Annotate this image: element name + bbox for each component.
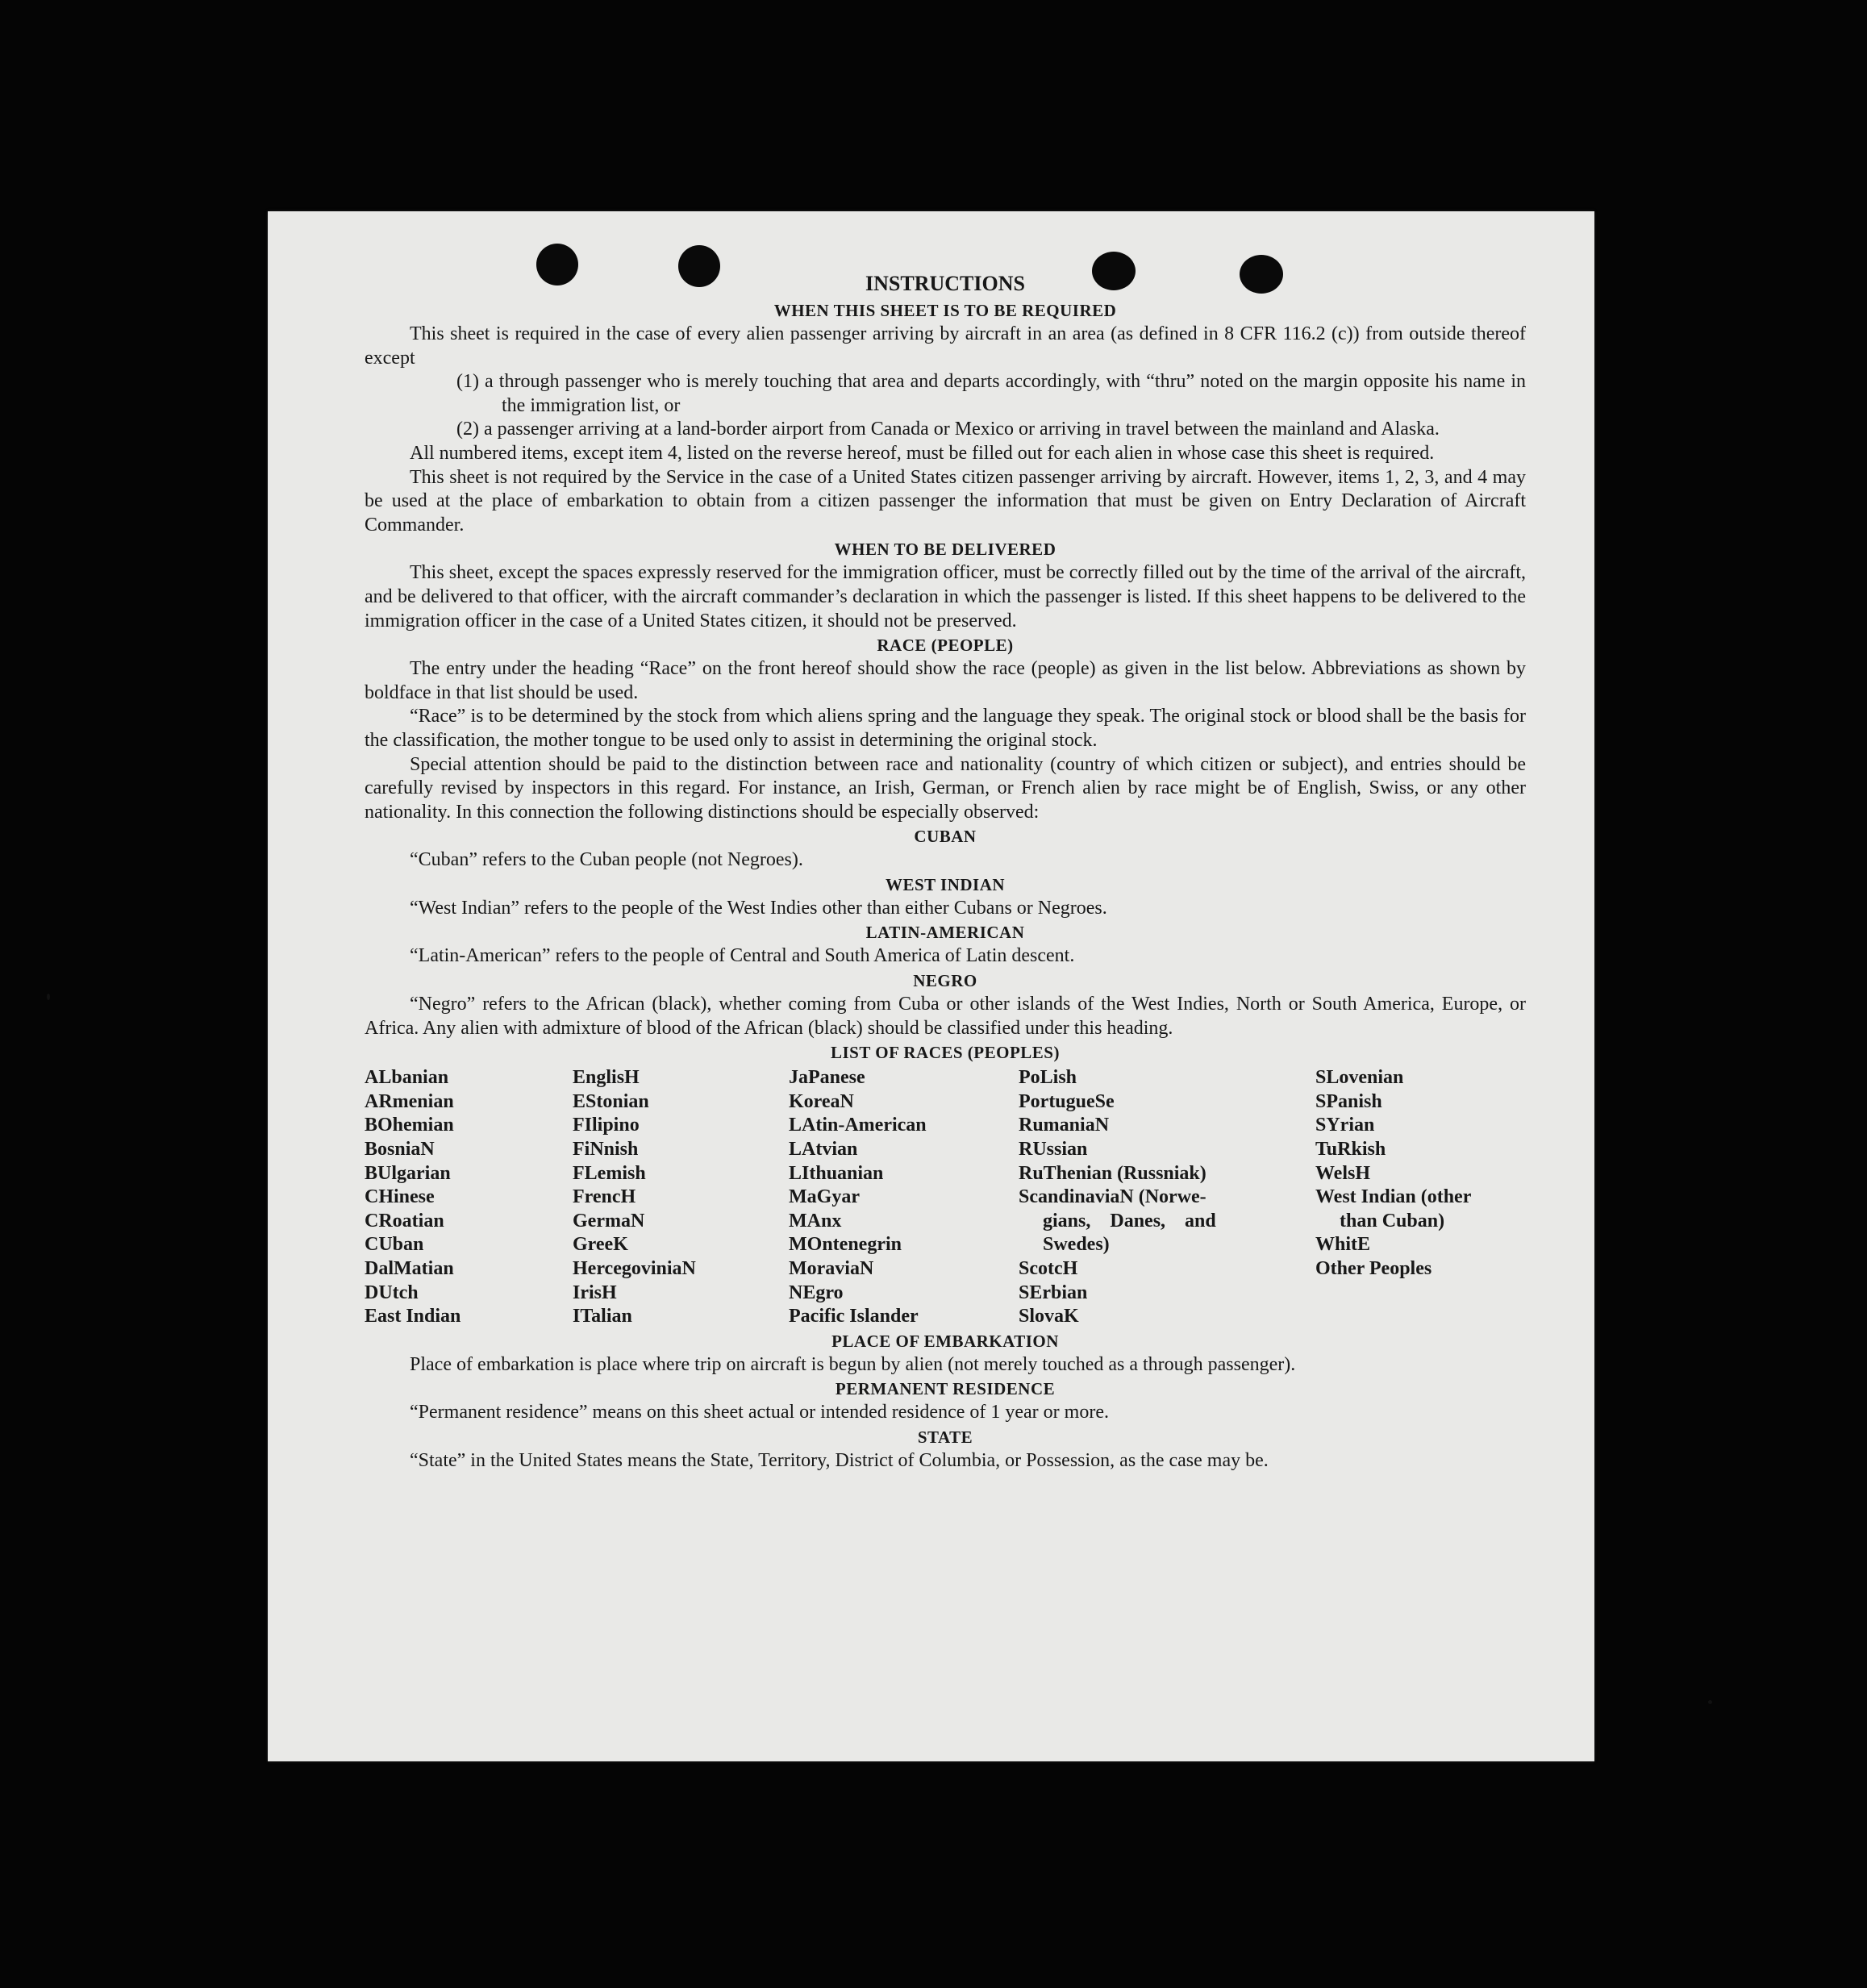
race-item: CHinese [365, 1186, 435, 1208]
section-heading-residence: PERMANENT RESIDENCE [835, 1379, 1056, 1399]
race-item: DUtch [365, 1282, 419, 1303]
section-heading-west-indian: WEST INDIAN [885, 874, 1006, 894]
race-item: BUlgarian [365, 1162, 451, 1184]
race-item: KoreaN [789, 1090, 854, 1112]
race-item: East Indian [365, 1306, 461, 1327]
races-list [365, 1066, 1526, 1329]
race-item: LAtin-American [789, 1115, 927, 1136]
race-item: SPanish [1315, 1090, 1382, 1112]
race-item: FIlipino [573, 1115, 640, 1136]
race-item: ARmenian [365, 1090, 454, 1112]
race-item: SErbian [1019, 1282, 1088, 1303]
race-item: GreeK [573, 1234, 628, 1256]
race-item-continuation: Swedes) [1043, 1234, 1110, 1256]
section-heading-when-required: WHEN THIS SHEET IS TO BE REQUIRED [773, 301, 1117, 320]
race-item: MAnx [789, 1210, 842, 1232]
races-column [573, 1066, 789, 1329]
race-item: SYrian [1315, 1115, 1375, 1136]
race-item: ScandinaviaN (Norwe- [1019, 1186, 1206, 1208]
race-item: WelsH [1315, 1162, 1371, 1184]
race-item-continuation: gians, Danes, and [1043, 1210, 1216, 1232]
race-item: SlovaK [1019, 1306, 1079, 1327]
paragraph: “Permanent residence” means on this sheet actual or intended residence of 1 year or more. [410, 1402, 1109, 1423]
speck [47, 994, 50, 1000]
races-column [789, 1066, 1019, 1329]
paragraph: “Latin-American” refers to the people of Central and South America of Latin descent. [410, 945, 1075, 967]
section-heading-embarkation: PLACE OF EMBARKATION [831, 1331, 1059, 1351]
section-heading-latin-american: LATIN-AMERICAN [865, 923, 1025, 943]
section-heading-when-delivered: WHEN TO BE DELIVERED [834, 540, 1056, 560]
paragraph: “Negro” refers to the African (black), whether coming from Cuba or other islands of the West Indies, North or South America, Europe, or Africa. Any alien with admixture of blood of the African (black) should be classified under this heading. [365, 994, 1526, 1039]
race-item: PoLish [1019, 1067, 1077, 1089]
race-item: NEgro [789, 1282, 844, 1303]
races-column [365, 1066, 573, 1329]
race-item: RuThenian (Russniak) [1019, 1162, 1206, 1184]
race-item: SLovenian [1315, 1067, 1404, 1089]
speck [1708, 1700, 1712, 1704]
race-item: LIthuanian [789, 1162, 884, 1184]
list-item: (1) a through passenger who is merely touching that area and departs accordingly, with “thru” noted on the margin opposite his name in the immigration list, or [456, 371, 1526, 416]
race-item: MOntenegrin [789, 1234, 902, 1256]
race-item: West Indian (other [1315, 1186, 1472, 1208]
race-item: DalMatian [365, 1258, 454, 1279]
race-item: JaPanese [789, 1067, 865, 1089]
race-item: BosniaN [365, 1139, 435, 1161]
races-column [1019, 1066, 1315, 1329]
race-item: ScotcH [1019, 1258, 1078, 1279]
race-item: ALbanian [365, 1067, 449, 1089]
race-item: EStonian [573, 1090, 649, 1112]
paragraph: This sheet, except the spaces expressly reserved for the immigration officer, must be correctly filled out by the time of the arrival of the aircraft, and be delivered to that officer, with the aircraft commander’s declaration in which the passenger is listed. If this sheet happens to be delivered to the immigration officer in the case of a United States citizen, it should not be preserved. [365, 562, 1526, 631]
race-item: LAtvian [789, 1139, 858, 1161]
paragraph: The entry under the heading “Race” on the front hereof should show the race (people) as given in the list below. Abbreviations as shown by boldface in that list should be used. [365, 658, 1526, 703]
races-column [1315, 1066, 1526, 1329]
race-item: GermaN [573, 1210, 645, 1232]
paragraph: “West Indian” refers to the people of the West Indies other than either Cubans or Negroes. [410, 897, 1107, 919]
race-item: TuRkish [1315, 1139, 1386, 1161]
paragraph: Place of embarkation is place where trip on aircraft is begun by alien (not merely touched as a through passenger). [410, 1353, 1296, 1375]
race-item: CRoatian [365, 1210, 444, 1232]
paragraph: “State” in the United States means the State, Territory, District of Columbia, or Possession, as the case may be. [410, 1449, 1269, 1471]
race-item: RUssian [1019, 1139, 1088, 1161]
document-sheet [268, 211, 1594, 1761]
race-item: FiNnish [573, 1139, 639, 1161]
instructions-content [365, 269, 1526, 1473]
race-item: FrencH [573, 1186, 636, 1208]
race-item: ITalian [573, 1306, 632, 1327]
section-heading-list-of-races: LIST OF RACES (PEOPLES) [831, 1043, 1060, 1063]
section-heading-negro: NEGRO [913, 971, 977, 991]
race-item: Pacific Islander [789, 1306, 919, 1327]
paragraph: Special attention should be paid to the distinction between race and nationality (country of which citizen or subject), and entries should be carefully revised by inspectors in this regard. For instance, an Irish, German, or French alien by race might be of English, Swiss, or any other nationality. In this connection the following distinctions should be especially observed: [365, 753, 1526, 823]
race-item: Other Peoples [1315, 1258, 1432, 1279]
paragraph: All numbered items, except item 4, listed on the reverse hereof, must be filled out for each alien in whose case this sheet is required. [410, 442, 1435, 464]
section-heading-state: STATE [917, 1427, 973, 1447]
race-item-continuation: than Cuban) [1340, 1210, 1445, 1232]
section-heading-cuban: CUBAN [914, 827, 977, 847]
list-item: (2) a passenger arriving at a land-border airport from Canada or Mexico or arriving in travel between the mainland and Alaska. [456, 419, 1440, 440]
race-item: WhitE [1315, 1234, 1371, 1256]
paragraph: “Race” is to be determined by the stock from which aliens spring and the language they speak. The original stock or blood shall be the basis for the classification, the mother tongue to be used only to assist in determining the original stock. [365, 706, 1526, 751]
race-item: CUban [365, 1234, 424, 1256]
race-item: MaGyar [789, 1186, 860, 1208]
race-item: BOhemian [365, 1115, 454, 1136]
race-item: HercegoviniaN [573, 1258, 696, 1279]
paragraph: “Cuban” refers to the Cuban people (not Negroes). [410, 849, 803, 871]
page-title: INSTRUCTIONS [865, 272, 1025, 295]
section-heading-race: RACE (PEOPLE) [877, 636, 1014, 656]
paragraph: This sheet is not required by the Service in the case of a United States citizen passenger arriving by aircraft. However, items 1, 2, 3, and 4 may be used at the place of embarkation to obtain from a citizen passenger the information that must be given on Entry Declaration of Aircraft Commander. [365, 466, 1526, 536]
race-item: FLemish [573, 1162, 646, 1184]
race-item: IrisH [573, 1282, 617, 1303]
race-item: PortugueSe [1019, 1090, 1115, 1112]
race-item: MoraviaN [789, 1258, 874, 1279]
race-item: EnglisH [573, 1067, 640, 1089]
paragraph: This sheet is required in the case of every alien passenger arriving by aircraft in an area (as defined in 8 CFR 116.2 (c)) from outside thereof except [365, 323, 1526, 369]
race-item: RumaniaN [1019, 1115, 1110, 1136]
